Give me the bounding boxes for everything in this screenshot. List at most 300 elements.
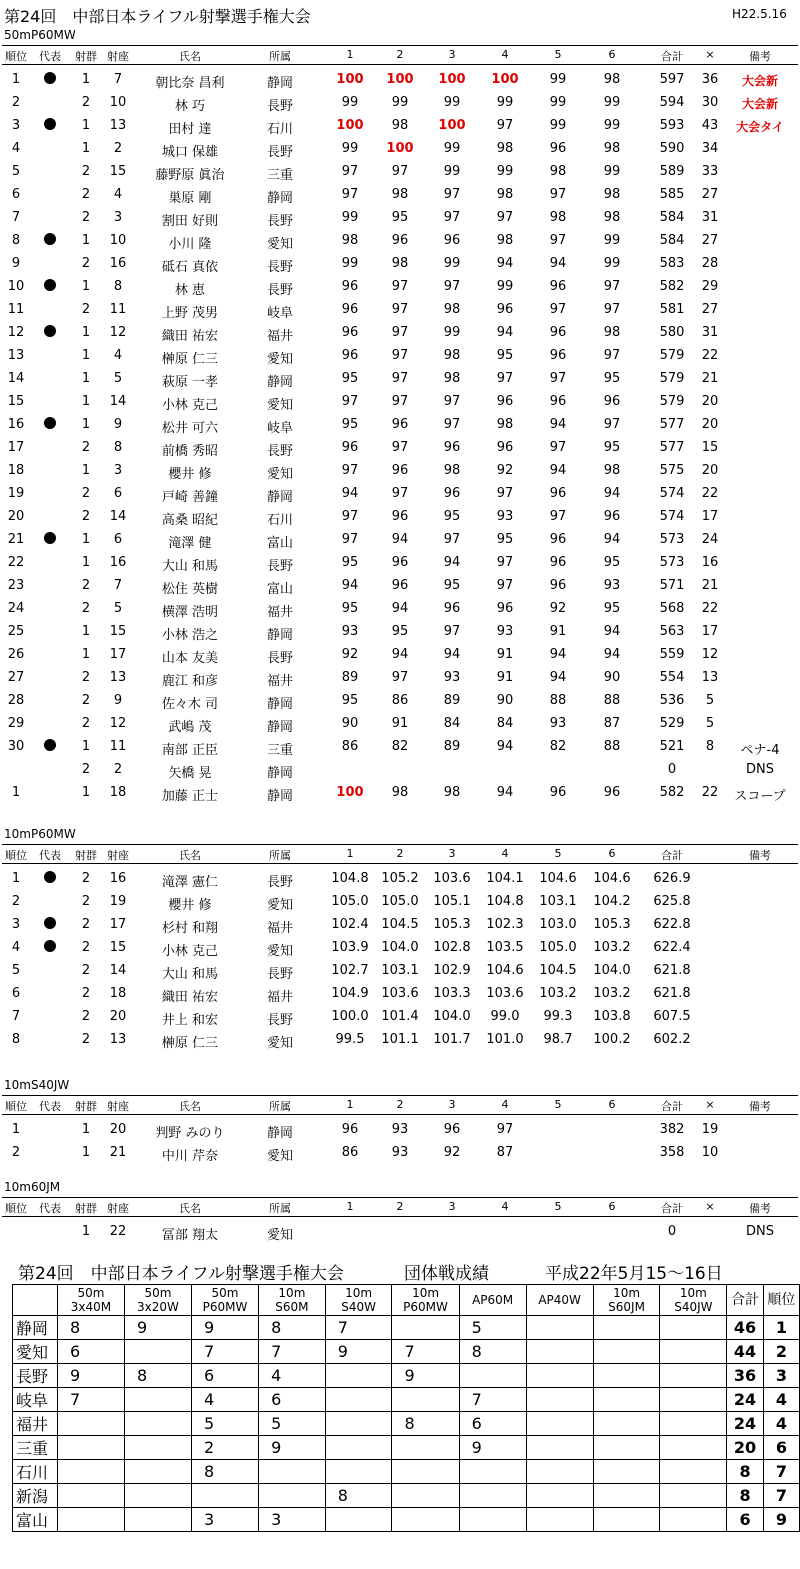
cell: 94	[549, 256, 567, 271]
cell: 95	[391, 210, 409, 225]
cell: 20	[7, 509, 25, 524]
cell: 6	[11, 187, 21, 202]
team-prefecture: 新潟	[13, 1484, 58, 1508]
team-column-header: AP40W	[526, 1285, 593, 1316]
cell: 3	[11, 118, 21, 133]
column-header: 1	[346, 48, 354, 61]
cell: 95	[341, 371, 359, 386]
table-row	[0, 959, 800, 982]
cell: 104.9	[331, 986, 369, 1001]
team-prefecture: 石川	[13, 1460, 58, 1484]
cell: 97	[391, 371, 409, 386]
cell: 南部 正臣	[161, 743, 219, 758]
team-points	[325, 1460, 392, 1484]
team-rank: 7	[763, 1460, 799, 1484]
team-column-header: 10m S40JW	[660, 1285, 727, 1316]
cell: 大会タイ	[736, 120, 784, 134]
cell: 100	[491, 72, 519, 87]
cell: 100.0	[331, 1009, 369, 1024]
team-rank: 7	[763, 1484, 799, 1508]
cell: 94	[443, 647, 461, 662]
cell: 20	[701, 394, 719, 409]
corner-cell	[13, 1285, 58, 1316]
cell: 95	[341, 693, 359, 708]
column-header: 合計	[661, 1100, 683, 1113]
cell: 94	[496, 325, 514, 340]
cell: 20	[701, 463, 719, 478]
cell: 榊原 仁三	[161, 1036, 219, 1051]
cell: 97	[341, 532, 359, 547]
section-title: 50mP60MW	[4, 28, 76, 42]
team-total: 20	[727, 1436, 763, 1460]
cell: 17	[109, 917, 127, 932]
cell: 14	[109, 394, 127, 409]
cell: 28	[701, 256, 719, 271]
cell: 94	[549, 670, 567, 685]
cell: 94	[341, 578, 359, 593]
column-header: 6	[608, 48, 616, 61]
cell: 99	[443, 325, 461, 340]
team-points: 7	[325, 1316, 392, 1340]
team-subtitle: 団体戦成績	[404, 1264, 489, 1284]
team-row	[13, 1388, 800, 1412]
cell: 17	[109, 647, 127, 662]
column-header: 氏名	[179, 849, 201, 862]
cell: 7	[11, 1009, 21, 1024]
team-points	[593, 1460, 660, 1484]
cell: 99	[603, 95, 621, 110]
team-points	[526, 1316, 593, 1340]
cell: 105.0	[539, 940, 577, 955]
team-points: 8	[259, 1316, 326, 1340]
cell: 福井	[266, 674, 293, 689]
cell: 86	[391, 693, 409, 708]
column-header: 順位	[5, 1100, 27, 1113]
cell: 96	[341, 279, 359, 294]
cell: 101.4	[381, 1009, 419, 1024]
cell: 1	[81, 624, 91, 639]
cell: 1	[81, 371, 91, 386]
cell: 88	[603, 693, 621, 708]
column-header: 代表	[39, 1202, 61, 1215]
cell: 2	[81, 986, 91, 1001]
cell: 96	[391, 463, 409, 478]
cell: 95	[603, 371, 621, 386]
cell: 2	[11, 95, 21, 110]
cell: 99	[496, 95, 514, 110]
table-row	[0, 890, 800, 913]
cell: 579	[659, 394, 685, 409]
team-prefecture: 岐阜	[13, 1388, 58, 1412]
cell: 96	[341, 1122, 359, 1137]
team-points	[660, 1364, 727, 1388]
team-total: 24	[727, 1388, 763, 1412]
cell: 597	[659, 72, 685, 87]
cell: 榊原 仁三	[161, 352, 219, 367]
cell: 22	[701, 785, 719, 800]
cell: 104.0	[381, 940, 419, 955]
cell: 田村 達	[168, 122, 212, 137]
table-row	[0, 597, 800, 620]
cell: 24	[7, 601, 25, 616]
cell: 4	[113, 187, 123, 202]
cell: 99	[549, 95, 567, 110]
cell: 99	[443, 141, 461, 156]
cell: 98	[603, 210, 621, 225]
cell: 1	[81, 532, 91, 547]
cell: 579	[659, 348, 685, 363]
cell: 福井	[266, 921, 293, 936]
cell: 86	[341, 739, 359, 754]
column-header: 5	[554, 1200, 562, 1213]
team-points: 8	[392, 1412, 459, 1436]
cell: 97	[496, 555, 514, 570]
column-header: 1	[346, 1200, 354, 1213]
cell: 1	[81, 325, 91, 340]
table-row	[0, 712, 800, 735]
cell: 朝比奈 昌利	[155, 76, 225, 91]
cell: 104.8	[486, 894, 524, 909]
cell: 96	[496, 440, 514, 455]
cell: 99.0	[490, 1009, 520, 1024]
cell: 16	[109, 871, 127, 886]
page-title: 第24回 中部日本ライフル射撃選手権大会	[4, 7, 311, 26]
cell: 582	[659, 785, 685, 800]
team-points: 7	[259, 1340, 326, 1364]
cell: 石川	[266, 513, 293, 528]
team-points: 4	[191, 1388, 258, 1412]
cell: 18	[109, 785, 127, 800]
cell: 86	[341, 1145, 359, 1160]
cell: 1	[11, 72, 21, 87]
cell: 100	[336, 785, 364, 800]
cell: 20	[109, 1122, 127, 1137]
cell: 89	[443, 739, 461, 754]
cell: 8	[113, 440, 123, 455]
cell: 98	[443, 302, 461, 317]
column-header: 射群	[75, 1100, 97, 1113]
cell: 小林 浩之	[161, 628, 219, 643]
cell: 96	[391, 555, 409, 570]
cell: 94	[549, 417, 567, 432]
cell: 愛知	[266, 1036, 293, 1051]
team-total: 46	[727, 1316, 763, 1340]
column-header: 6	[608, 1098, 616, 1111]
cell: 594	[659, 95, 685, 110]
table-row	[0, 298, 800, 321]
cell: 43	[701, 118, 719, 133]
cell: 91	[496, 647, 514, 662]
team-points	[124, 1436, 191, 1460]
cell: 加藤 正士	[161, 789, 219, 804]
team-points	[526, 1460, 593, 1484]
cell: 福井	[266, 605, 293, 620]
cell: 長野	[266, 214, 293, 229]
header-rule-bottom	[2, 863, 798, 864]
cell: 97	[496, 371, 514, 386]
cell: 1	[81, 739, 91, 754]
cell: 96	[549, 325, 567, 340]
cell: 8	[11, 233, 21, 248]
event-date: H22.5.16	[732, 7, 787, 21]
cell: 97	[443, 624, 461, 639]
column-header: 6	[608, 1200, 616, 1213]
team-rank: 4	[763, 1412, 799, 1436]
cell: 100.2	[593, 1032, 631, 1047]
cell: 櫻井 修	[168, 467, 212, 482]
cell: 長野	[266, 444, 293, 459]
cell: 1	[81, 141, 91, 156]
team-points: 6	[259, 1388, 326, 1412]
column-header: 所属	[269, 1202, 291, 1215]
cell: 105.3	[433, 917, 471, 932]
cell: 99	[443, 256, 461, 271]
team-prefecture: 長野	[13, 1364, 58, 1388]
team-points	[593, 1484, 660, 1508]
cell: 石川	[266, 122, 293, 137]
cell: 95	[341, 601, 359, 616]
cell: 589	[659, 164, 685, 179]
team-points	[459, 1460, 526, 1484]
cell: 98	[391, 187, 409, 202]
cell: 98.7	[543, 1032, 573, 1047]
cell: 巣原 剛	[168, 191, 212, 206]
column-header: 4	[501, 48, 509, 61]
team-row	[13, 1412, 800, 1436]
column-header: 所属	[269, 50, 291, 63]
column-header: 射群	[75, 849, 97, 862]
cell: 2	[81, 95, 91, 110]
team-row	[13, 1508, 800, 1532]
cell: 99	[549, 72, 567, 87]
cell: 97	[496, 118, 514, 133]
team-column-header: 50m 3x40M	[57, 1285, 124, 1316]
team-rank: 4	[763, 1388, 799, 1412]
table-row	[0, 436, 800, 459]
cell: 20	[701, 417, 719, 432]
cell: 96	[443, 233, 461, 248]
team-points: 3	[191, 1508, 258, 1532]
cell: 95	[496, 532, 514, 547]
team-rank: 3	[763, 1364, 799, 1388]
cell: 2	[11, 1145, 21, 1160]
cell: 2	[81, 601, 91, 616]
cell: 16	[109, 555, 127, 570]
table-row	[0, 252, 800, 275]
cell: 杉村 和翔	[161, 921, 219, 936]
team-points: 9	[57, 1364, 124, 1388]
cell: 1	[81, 72, 91, 87]
team-points	[459, 1508, 526, 1532]
cell: 16	[7, 417, 25, 432]
cell: スコープ	[734, 789, 786, 804]
table-row	[0, 551, 800, 574]
cell: 94	[603, 647, 621, 662]
cell: 91	[549, 624, 567, 639]
cell: 559	[659, 647, 685, 662]
cell: 94	[496, 785, 514, 800]
team-points	[325, 1364, 392, 1388]
cell: 29	[701, 279, 719, 294]
cell: 105.0	[381, 894, 419, 909]
column-header: 6	[608, 847, 616, 860]
team-points	[124, 1412, 191, 1436]
cell: 林 恵	[174, 283, 206, 298]
cell: 上野 茂男	[161, 306, 219, 321]
cell: 冨部 翔太	[161, 1228, 219, 1243]
cell: 102.3	[486, 917, 524, 932]
cell: 92	[443, 1145, 461, 1160]
cell: 17	[701, 624, 719, 639]
team-points	[325, 1412, 392, 1436]
cell: 88	[603, 739, 621, 754]
header-rule-top	[2, 844, 798, 845]
representative-marker	[44, 917, 56, 929]
cell: 戸崎 善鐘	[161, 490, 219, 505]
cell: 96	[341, 325, 359, 340]
cell: 625.8	[653, 894, 691, 909]
cell: 97	[391, 394, 409, 409]
cell: 97	[443, 210, 461, 225]
cell: 2	[81, 1032, 91, 1047]
cell: 滝澤 健	[168, 536, 212, 551]
team-points: 2	[191, 1436, 258, 1460]
cell: 98	[391, 785, 409, 800]
team-points	[459, 1484, 526, 1508]
cell: 593	[659, 118, 685, 133]
cell: 98	[496, 141, 514, 156]
team-points	[392, 1484, 459, 1508]
cell: 27	[701, 302, 719, 317]
column-header: 射群	[75, 1202, 97, 1215]
cell: 584	[659, 210, 685, 225]
cell: 11	[109, 739, 127, 754]
cell: 静岡	[266, 191, 293, 206]
cell: 愛知	[266, 398, 293, 413]
cell: 15	[7, 394, 25, 409]
header-rule-bottom	[2, 1114, 798, 1115]
cell: 2	[81, 670, 91, 685]
cell: 97	[603, 279, 621, 294]
cell: 602.2	[653, 1032, 691, 1047]
cell: 21	[701, 371, 719, 386]
cell: 95	[443, 578, 461, 593]
cell: 22	[701, 486, 719, 501]
cell: 17	[7, 440, 25, 455]
cell: 92	[549, 601, 567, 616]
cell: 18	[7, 463, 25, 478]
cell: 94	[603, 624, 621, 639]
cell: 104.1	[486, 871, 524, 886]
cell: 95	[341, 417, 359, 432]
team-points	[124, 1340, 191, 1364]
team-total: 36	[727, 1364, 763, 1388]
team-points	[660, 1412, 727, 1436]
cell: 104.8	[331, 871, 369, 886]
cell: 98	[603, 463, 621, 478]
team-points	[526, 1412, 593, 1436]
cell: 前橋 秀昭	[161, 444, 219, 459]
cell: 98	[391, 256, 409, 271]
cell: 93	[496, 624, 514, 639]
cell: 97	[549, 509, 567, 524]
column-header: 4	[501, 1098, 509, 1111]
table-row	[0, 344, 800, 367]
cell: 100	[386, 141, 414, 156]
cell: 89	[443, 693, 461, 708]
cell: 97	[391, 486, 409, 501]
cell: 97	[496, 486, 514, 501]
team-points: 6	[191, 1364, 258, 1388]
cell: 矢橋 晃	[168, 766, 212, 781]
cell: 12	[109, 716, 127, 731]
team-points: 7	[57, 1388, 124, 1412]
cell: 27	[701, 233, 719, 248]
header-rule-bottom	[2, 64, 798, 65]
cell: 5	[705, 716, 715, 731]
column-header: 1	[346, 1098, 354, 1111]
cell: 96	[549, 394, 567, 409]
cell: 5	[705, 693, 715, 708]
column-header: 1	[346, 847, 354, 860]
cell: 97	[341, 164, 359, 179]
cell: 94	[549, 647, 567, 662]
cell: 98	[443, 463, 461, 478]
cell: 105.0	[331, 894, 369, 909]
cell: 571	[659, 578, 685, 593]
cell: 16	[109, 256, 127, 271]
cell: 96	[603, 509, 621, 524]
cell: 575	[659, 463, 685, 478]
cell: 11	[109, 302, 127, 317]
cell: ペナ-4	[740, 743, 780, 758]
cell: 98	[603, 325, 621, 340]
cell: 92	[341, 647, 359, 662]
cell: 103.2	[593, 940, 631, 955]
team-points	[124, 1508, 191, 1532]
cell: 13	[109, 670, 127, 685]
representative-marker	[44, 279, 56, 291]
team-points: 6	[57, 1340, 124, 1364]
team-points: 8	[459, 1340, 526, 1364]
cell: 福井	[266, 990, 293, 1005]
table-row	[0, 666, 800, 689]
cell: 529	[659, 716, 685, 731]
cell: 18	[109, 986, 127, 1001]
table-row	[0, 936, 800, 959]
table-row	[0, 91, 800, 114]
cell: 2	[81, 917, 91, 932]
cell: 93	[391, 1122, 409, 1137]
cell: 358	[659, 1145, 685, 1160]
cell: 96	[391, 578, 409, 593]
cell: 1	[81, 555, 91, 570]
cell: 103.6	[381, 986, 419, 1001]
cell: 6	[11, 986, 21, 1001]
cell: 521	[659, 739, 685, 754]
representative-marker	[44, 871, 56, 883]
cell: 99	[496, 164, 514, 179]
team-points	[660, 1388, 727, 1412]
cell: 96	[391, 417, 409, 432]
cell: 5	[113, 371, 123, 386]
representative-marker	[44, 118, 56, 130]
team-points: 8	[191, 1460, 258, 1484]
cell: 3	[11, 917, 21, 932]
cell: 96	[549, 532, 567, 547]
cell: 1	[81, 118, 91, 133]
column-header: 合計	[661, 50, 683, 63]
